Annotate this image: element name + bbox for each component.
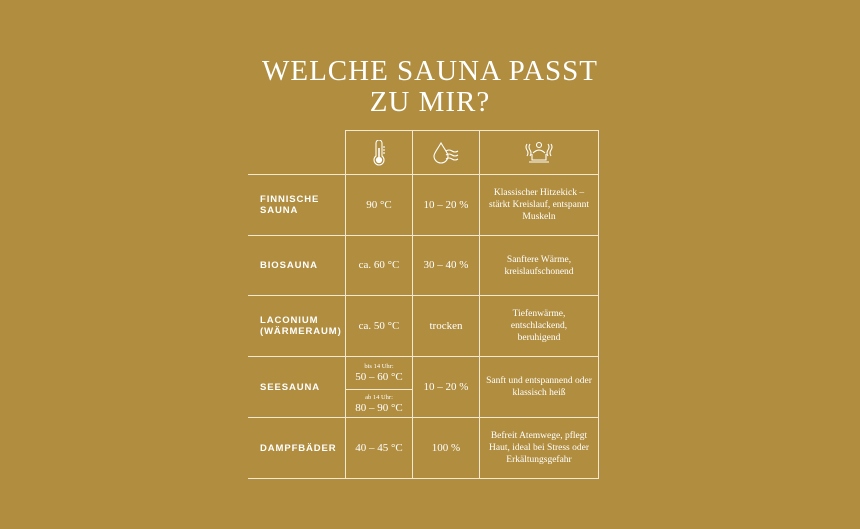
description: Sanft und entspannend oder klassisch heiß [486, 376, 592, 398]
temperature-value: ca. 60 °C [358, 259, 400, 271]
temperature-value: 50 – 60 °C [355, 371, 403, 383]
description: Befreit Atemwege, pflegt Haut, ideal bei Stress oder Erkältungsgefahr [489, 431, 589, 465]
humidity-value: 10 – 20 % [423, 198, 469, 211]
sauna-table [248, 130, 599, 479]
title-line-1: WELCHE SAUNA PASST [262, 55, 598, 87]
page-title [0, 56, 860, 118]
description: Klassischer Hitzekick – stärkt Kreislauf, entspannt Muskeln [489, 188, 589, 222]
thermometer-icon [346, 131, 412, 174]
temperature-after-14 [346, 390, 412, 417]
row-label: LACONIUM (WÄRMERAUM) [260, 315, 342, 337]
humidity-value: 100 % [431, 441, 461, 454]
humidity-icon [413, 131, 479, 174]
relaxing-person-icon [480, 131, 598, 174]
humidity-value: 30 – 40 % [423, 259, 469, 271]
vertical-divider [598, 130, 599, 479]
temperature-value: 40 – 45 °C [355, 441, 403, 454]
temperature-value: ca. 50 °C [358, 319, 400, 332]
humidity-value: trocken [429, 319, 463, 332]
time-note: bis 14 Uhr: [364, 363, 394, 370]
row-label: DAMPFBÄDER [260, 442, 337, 454]
horizontal-divider [248, 478, 599, 479]
description: Tiefenwärme, entschlackend, beruhigend [510, 309, 568, 343]
humidity-value: 10 – 20 % [423, 380, 469, 393]
row-label: SEESAUNA [260, 381, 320, 393]
row-label: FINNISCHE SAUNA [260, 194, 320, 216]
temperature-before-14 [346, 357, 412, 389]
time-note: ab 14 Uhr: [365, 393, 393, 401]
title-line-2: ZU MIR? [369, 86, 491, 118]
description: Sanftere Wärme, kreislaufschonend [504, 254, 574, 277]
temperature-value: 80 – 90 °C [355, 401, 403, 414]
temperature-value: 90 °C [366, 198, 392, 211]
row-label: BIOSAUNA [260, 260, 318, 271]
